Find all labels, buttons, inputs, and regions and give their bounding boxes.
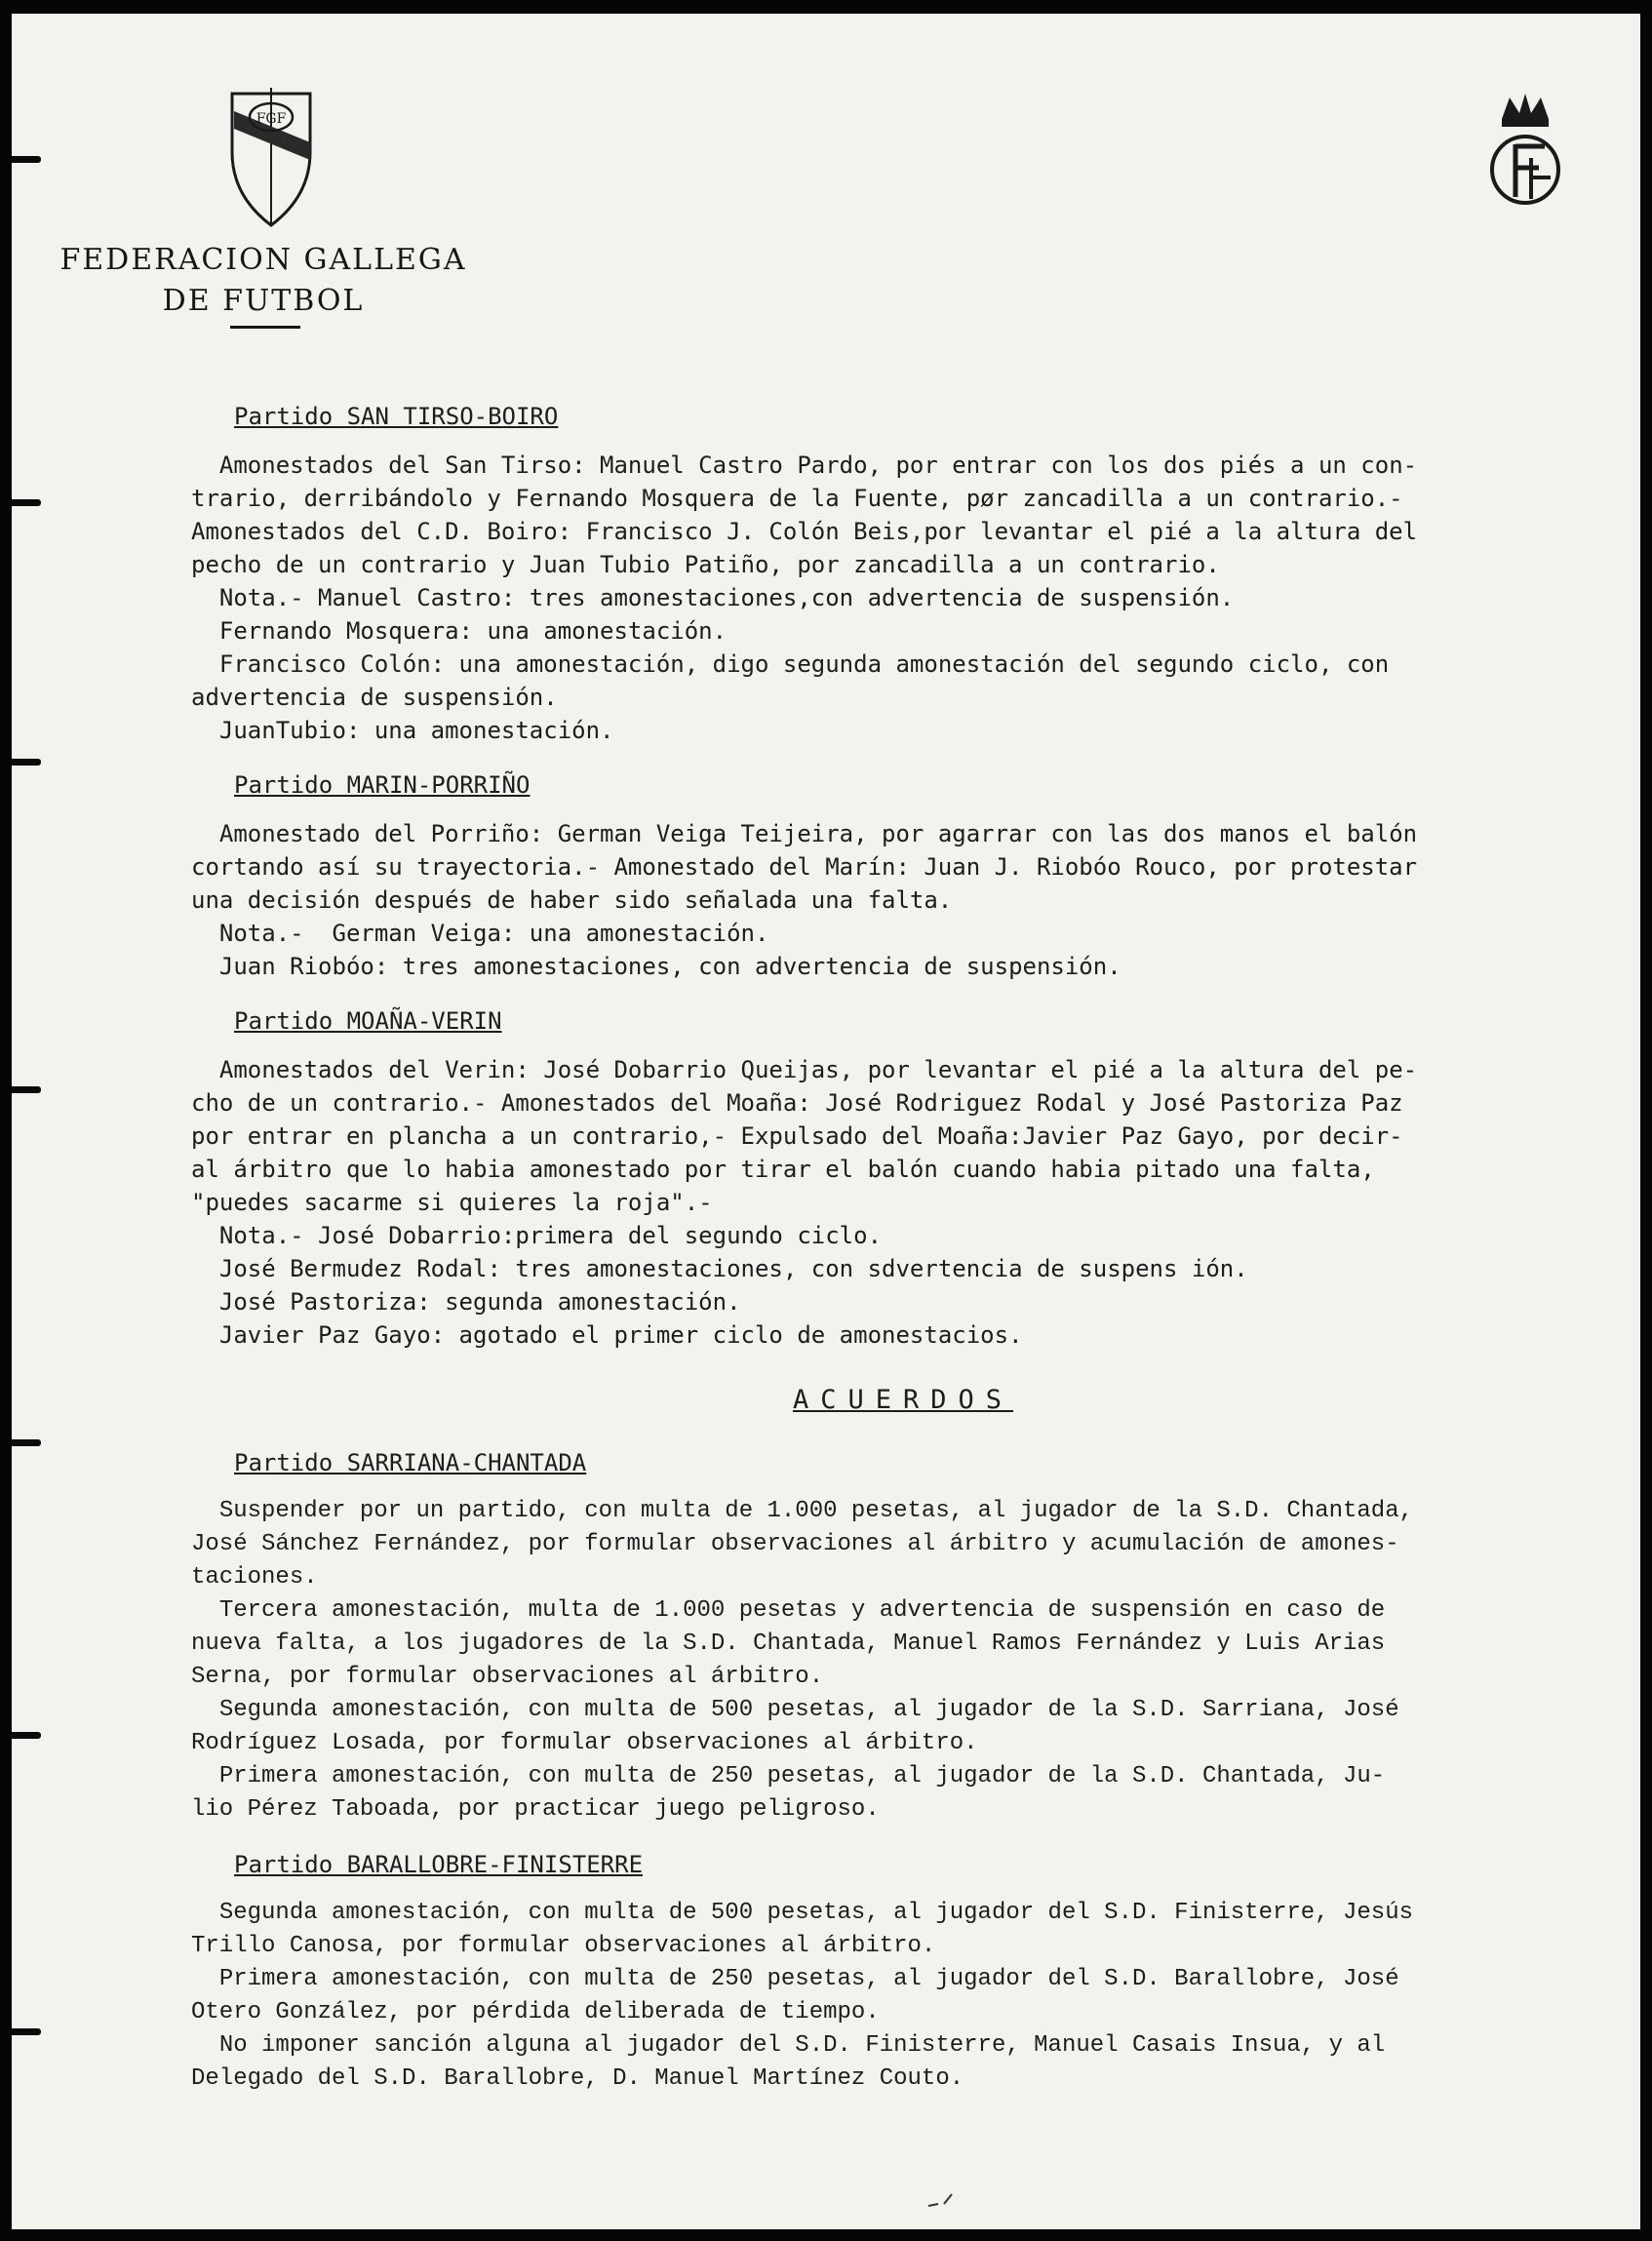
text-line: Fernando Mosquera: una amonestación. <box>191 617 728 645</box>
text-line: Javier Paz Gayo: agotado el primer ciclo de amonestacios. <box>191 1321 1023 1349</box>
text-line: trario, derribándolo y Fernando Mosquera de la Fuente, pør zancadilla a un contrario.- <box>191 485 1403 512</box>
text-line: al árbitro que lo habia amonestado por tirar el balón cuando habia pitado una falta, <box>191 1156 1375 1183</box>
fgf-shield-emblem-icon <box>222 84 320 230</box>
text-line: Segunda amonestación, con multa de 500 pesetas, al jugador de la S.D. Sarriana, José <box>191 1697 1399 1723</box>
text-line: Amonestados del C.D. Boiro: Francisco J. Colón Beis,por levantar el pié a la altura del <box>191 518 1418 545</box>
text-line: lio Pérez Taboada, por practicar juego peligroso. <box>191 1796 880 1823</box>
organization-name-line2: DE FUTBOL <box>162 284 365 318</box>
text-line: No imponer sanción alguna al jugador del S.D. Finisterre, Manuel Casais Insua, y al <box>191 2032 1386 2059</box>
section-title: Partido SAN TIRSO-BOIRO <box>234 403 559 430</box>
document-body <box>191 400 1615 2117</box>
text-line: Nota.- José Dobarrio:primera del segundo ciclo. <box>191 1222 883 1249</box>
text-line: Nota.- German Veiga: una amonestación. <box>191 920 769 947</box>
text-line: cho de un contrario.- Amonestados del Moaña: José Rodriguez Rodal y José Pastoriza Paz <box>191 1089 1403 1117</box>
svg-text:FGF: FGF <box>256 111 287 127</box>
text-line: Trillo Canosa, por formular observaciones al árbitro. <box>191 1933 936 1959</box>
divider <box>230 326 300 329</box>
acuerdos-heading: ACUERDOS <box>792 1385 1014 1415</box>
section-title: Partido MOAÑA-VERIN <box>234 1007 502 1035</box>
text-line: Amonestados del Verin: José Dobarrio Queijas, por levantar el pié a la altura del pe- <box>191 1056 1418 1083</box>
pen-mark-icon <box>926 2190 956 2210</box>
text-line: Tercera amonestación, multa de 1.000 pesetas y advertencia de suspensión en caso de <box>191 1597 1386 1624</box>
match-section-marin-porrino <box>191 768 1615 983</box>
text-line: José Bermudez Rodal: tres amonestaciones, con sdvertencia de suspens ión. <box>191 1255 1248 1282</box>
organization-name <box>59 240 468 322</box>
text-line: Segunda amonestación, con multa de 500 pesetas, al jugador del S.D. Finisterre, Jesús <box>191 1900 1414 1926</box>
text-line: nueva falta, a los jugadores de la S.D. Chantada, Manuel Ramos Fernández y Luis Arias <box>191 1631 1386 1657</box>
text-line: Primera amonestación, con multa de 250 pesetas, al jugador de la S.D. Chantada, Ju- <box>191 1763 1386 1789</box>
text-line: una decisión después de haber sido señalada una falta. <box>191 886 953 914</box>
text-line: José Sánchez Fernández, por formular observaciones al árbitro y acumulación de amones- <box>191 1531 1399 1557</box>
binding-hole-mark <box>12 1439 41 1446</box>
text-line: Primera amonestación, con multa de 250 pesetas, al jugador del S.D. Barallobre, José <box>191 1966 1399 1992</box>
crowned-fef-emblem-icon <box>1480 90 1570 216</box>
binding-hole-mark <box>12 1732 41 1739</box>
text-line: JuanTubio: una amonestación. <box>191 717 614 744</box>
section-title: Partido MARIN-PORRIÑO <box>234 771 531 799</box>
text-line: advertencia de suspensión. <box>191 684 558 711</box>
organization-name-line1: FEDERACION GALLEGA <box>59 243 467 277</box>
binding-hole-mark <box>12 156 41 163</box>
agreement-section-barallobre-finisterre <box>191 1848 1615 2096</box>
text-line: José Pastoriza: segunda amonestación. <box>191 1288 741 1316</box>
match-section-moana-verin <box>191 1004 1615 1352</box>
text-line: Amonestados del San Tirso: Manuel Castro Pardo, por entrar con los dos piés a un con- <box>191 452 1418 479</box>
text-line: Francisco Colón: una amonestación, digo segunda amonestación del segundo ciclo, con <box>191 650 1390 678</box>
text-line: Juan Riobóo: tres amonestaciones, con advertencia de suspensión. <box>191 953 1121 980</box>
match-section-san-tirso-boiro <box>191 400 1615 747</box>
text-line: Serna, por formular observaciones al árbitro. <box>191 1664 824 1690</box>
agreement-section-sarriana-chantada <box>191 1446 1615 1827</box>
text-line: por entrar en plancha a un contrario,- Expulsado del Moaña:Javier Paz Gayo, por decir- <box>191 1122 1403 1150</box>
text-line: taciones. <box>191 1564 318 1591</box>
section-title: Partido BARALLOBRE-FINISTERRE <box>234 1851 644 1878</box>
text-line: Suspender por un partido, con multa de 1.000 pesetas, al jugador de la S.D. Chantada, <box>191 1498 1414 1524</box>
text-line: Nota.- Manuel Castro: tres amonestaciones,con advertencia de suspensión. <box>191 584 1235 611</box>
text-line: Otero González, por pérdida deliberada de tiempo. <box>191 1999 880 2025</box>
binding-hole-mark <box>12 2028 41 2035</box>
binding-hole-mark <box>12 759 41 766</box>
text-line: cortando así su trayectoria.- Amonestado del Marín: Juan J. Riobóo Rouco, por protestar <box>191 853 1418 881</box>
binding-hole-mark <box>12 499 41 506</box>
binding-hole-mark <box>12 1086 41 1093</box>
section-title: Partido SARRIANA-CHANTADA <box>234 1449 587 1476</box>
text-line: Amonestado del Porriño: German Veiga Teijeira, por agarrar con las dos manos el balón <box>191 820 1418 847</box>
text-line: "puedes sacarme si quieres la roja".- <box>191 1189 713 1216</box>
text-line: Delegado del S.D. Barallobre, D. Manuel Martínez Couto. <box>191 2065 964 2092</box>
text-line: Rodríguez Losada, por formular observaciones al árbitro. <box>191 1730 978 1756</box>
text-line: pecho de un contrario y Juan Tubio Patiño, por zancadilla a un contrario. <box>191 551 1220 578</box>
